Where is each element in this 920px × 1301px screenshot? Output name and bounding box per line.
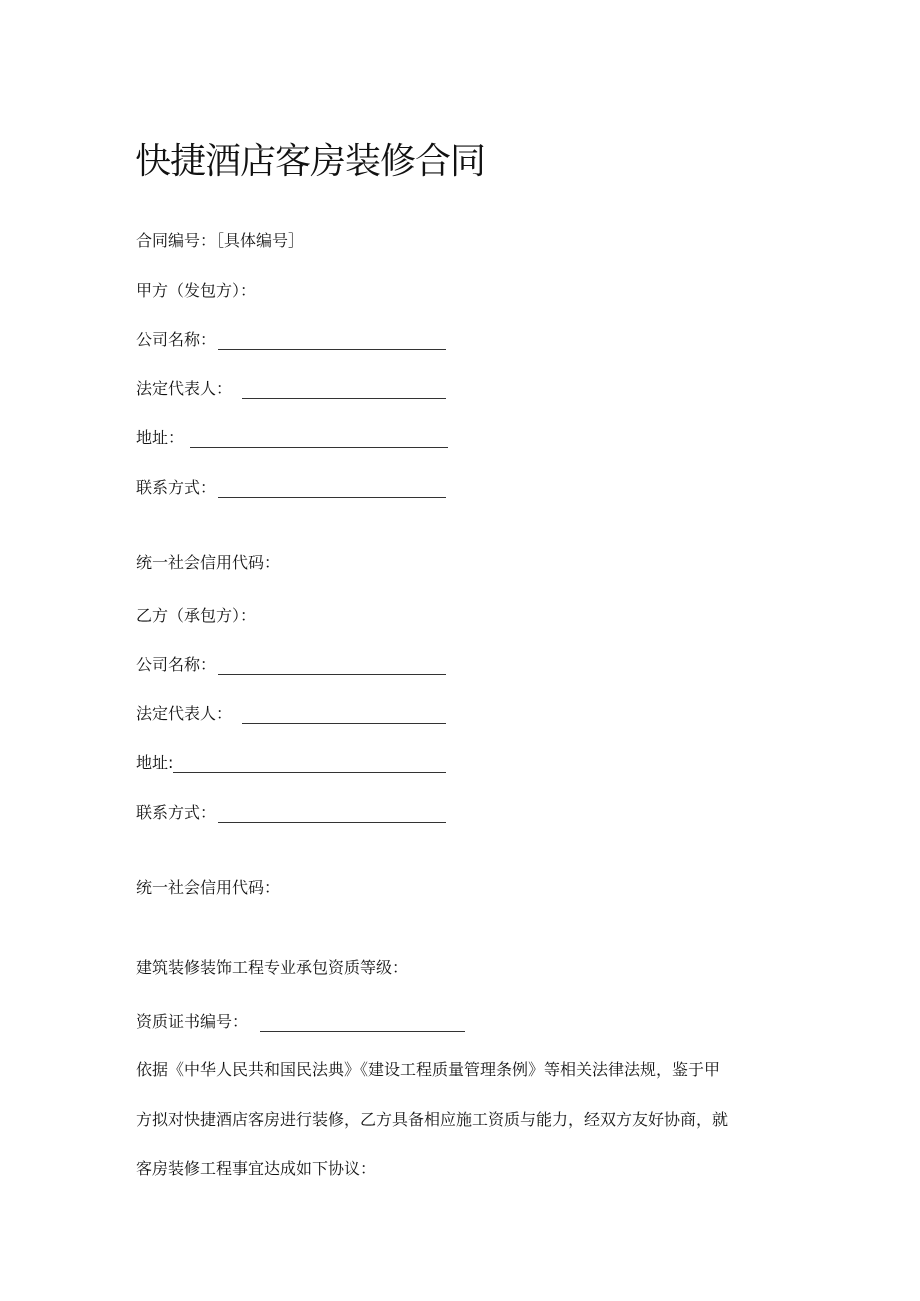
party-b-certificate-number-label: 资质证书编号： (136, 1012, 249, 1031)
preamble-line-1: 依据《中华人民共和国民法典》《建设工程质量管理条例》等相关法律法规，鉴于甲 (136, 1060, 721, 1079)
party-b-legal-rep-blank[interactable] (242, 707, 446, 724)
party-b-credit-code-field (136, 878, 280, 898)
party-a-contact-field (136, 478, 446, 498)
preamble-line-3: 客房装修工程事宜达成如下协议： (136, 1159, 377, 1178)
party-a-address-label: 地址： (136, 428, 185, 447)
party-b-address-label: 地址: (136, 753, 174, 772)
party-b-qualification-level-label: 建筑装修装饰工程专业承包资质等级： (136, 958, 409, 977)
party-b-qualification-level-field (136, 958, 408, 978)
party-b-contact-blank[interactable] (218, 806, 446, 823)
party-b-certificate-number-blank[interactable] (260, 1015, 465, 1032)
party-a-address-field (136, 428, 448, 448)
party-a-credit-code-label: 统一社会信用代码： (136, 553, 281, 572)
party-b-heading (136, 606, 256, 626)
party-b-legal-rep-field (136, 704, 446, 724)
party-b-company-name-field (136, 655, 446, 675)
party-a-company-name-field (136, 330, 446, 350)
party-b-address-field (136, 753, 446, 773)
party-a-company-name-blank[interactable] (218, 333, 446, 350)
party-a-legal-rep-field (136, 379, 446, 399)
party-a-credit-code-field (136, 553, 280, 573)
party-b-address-blank[interactable] (173, 756, 446, 773)
preamble-line-2: 方拟对快捷酒店客房进行装修，乙方具备相应施工资质与能力，经双方友好协商，就 (136, 1110, 729, 1129)
party-b-company-name-label: 公司名称： (136, 655, 217, 674)
party-b-company-name-blank[interactable] (218, 658, 446, 675)
party-a-contact-blank[interactable] (218, 481, 446, 498)
contract-number-label: 合同编号：［具体编号］ (136, 231, 305, 250)
party-a-heading-text: 甲方（发包方）： (136, 281, 257, 300)
party-a-legal-rep-blank[interactable] (242, 382, 446, 399)
party-a-legal-rep-label: 法定代表人： (136, 379, 233, 398)
party-b-contact-label: 联系方式： (136, 803, 217, 822)
document-title: 快捷酒店客房装修合同 (135, 141, 486, 182)
party-a-contact-label: 联系方式： (136, 478, 217, 497)
party-b-credit-code-label: 统一社会信用代码： (136, 878, 281, 897)
party-b-legal-rep-label: 法定代表人： (136, 704, 233, 723)
party-a-address-blank[interactable] (190, 431, 448, 448)
party-a-company-name-label: 公司名称： (136, 330, 217, 349)
party-b-contact-field (136, 803, 446, 823)
party-b-heading-text: 乙方（承包方）： (136, 606, 257, 625)
party-b-certificate-number-field (136, 1012, 465, 1032)
contract-number-line (136, 231, 304, 251)
party-a-heading (136, 281, 256, 301)
